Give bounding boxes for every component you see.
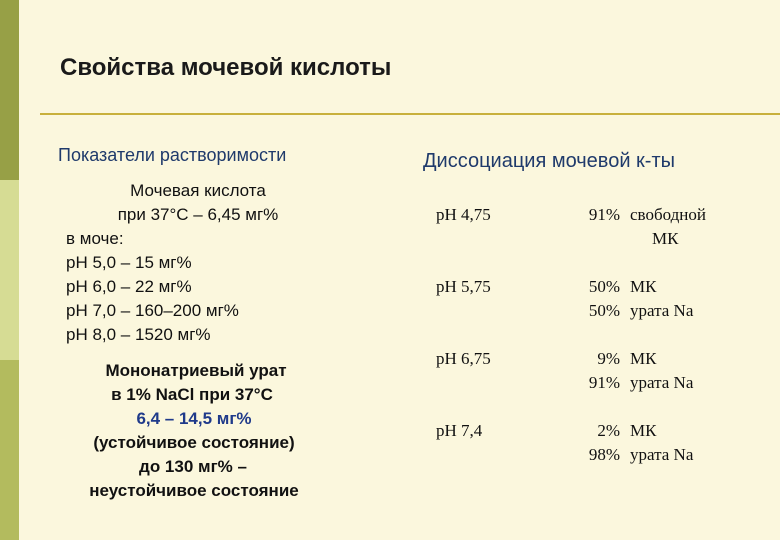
urine-ph-item: рН 8,0 – 1520 мг% bbox=[66, 325, 211, 344]
species-label: МК bbox=[630, 349, 657, 368]
species-label: МК bbox=[630, 277, 657, 296]
percent-value: 91% bbox=[588, 373, 620, 392]
ph-value: pH 4,75 bbox=[436, 205, 491, 224]
sidebar-segment-middle bbox=[0, 180, 19, 360]
sidebar-decoration bbox=[0, 0, 19, 540]
urate-line5: до 130 мг% – bbox=[139, 457, 247, 476]
urate-line2: в 1% NaCl при 37°С bbox=[111, 385, 273, 404]
percent-value: 91% bbox=[588, 205, 620, 224]
urine-ph-item: рН 6,0 – 22 мг% bbox=[66, 277, 192, 296]
solubility-heading: Показатели растворимости bbox=[58, 145, 287, 165]
species-label: МК bbox=[630, 421, 657, 440]
title-divider bbox=[40, 113, 780, 115]
urate-line6: неустойчивое состояние bbox=[89, 481, 299, 500]
percent-value: 9% bbox=[597, 349, 620, 368]
species-label: урата Na bbox=[630, 301, 694, 320]
urine-label: в моче: bbox=[66, 229, 124, 248]
species-label: свободной bbox=[630, 205, 706, 224]
species-label: урата Na bbox=[630, 445, 694, 464]
sidebar-segment-bottom bbox=[0, 360, 19, 540]
ph-value: pH 5,75 bbox=[436, 277, 491, 296]
urate-line4: (устойчивое состояние) bbox=[93, 433, 295, 452]
percent-value: 50% bbox=[588, 301, 620, 320]
dissociation-heading: Диссоциация мочевой к-ты bbox=[423, 150, 676, 172]
ph-value: pH 6,75 bbox=[436, 349, 491, 368]
percent-value: 98% bbox=[588, 445, 620, 464]
uric-acid-line1: Мочевая кислота bbox=[130, 181, 266, 200]
urate-range: 6,4 – 14,5 мг% bbox=[136, 409, 252, 428]
species-label: урата Na bbox=[630, 373, 694, 392]
page-title: Свойства мочевой кислоты bbox=[60, 54, 392, 81]
urine-ph-item: рН 5,0 – 15 мг% bbox=[66, 253, 192, 272]
ph-value: pH 7,4 bbox=[436, 421, 483, 440]
percent-value: 50% bbox=[588, 277, 620, 296]
percent-value: 2% bbox=[597, 421, 620, 440]
sidebar-segment-top bbox=[0, 0, 19, 180]
urate-line1: Мононатриевый урат bbox=[105, 361, 287, 380]
urine-ph-item: рН 7,0 – 160–200 мг% bbox=[66, 301, 239, 320]
species-label: МК bbox=[652, 229, 679, 248]
uric-acid-line2: при 37°С – 6,45 мг% bbox=[117, 205, 279, 224]
